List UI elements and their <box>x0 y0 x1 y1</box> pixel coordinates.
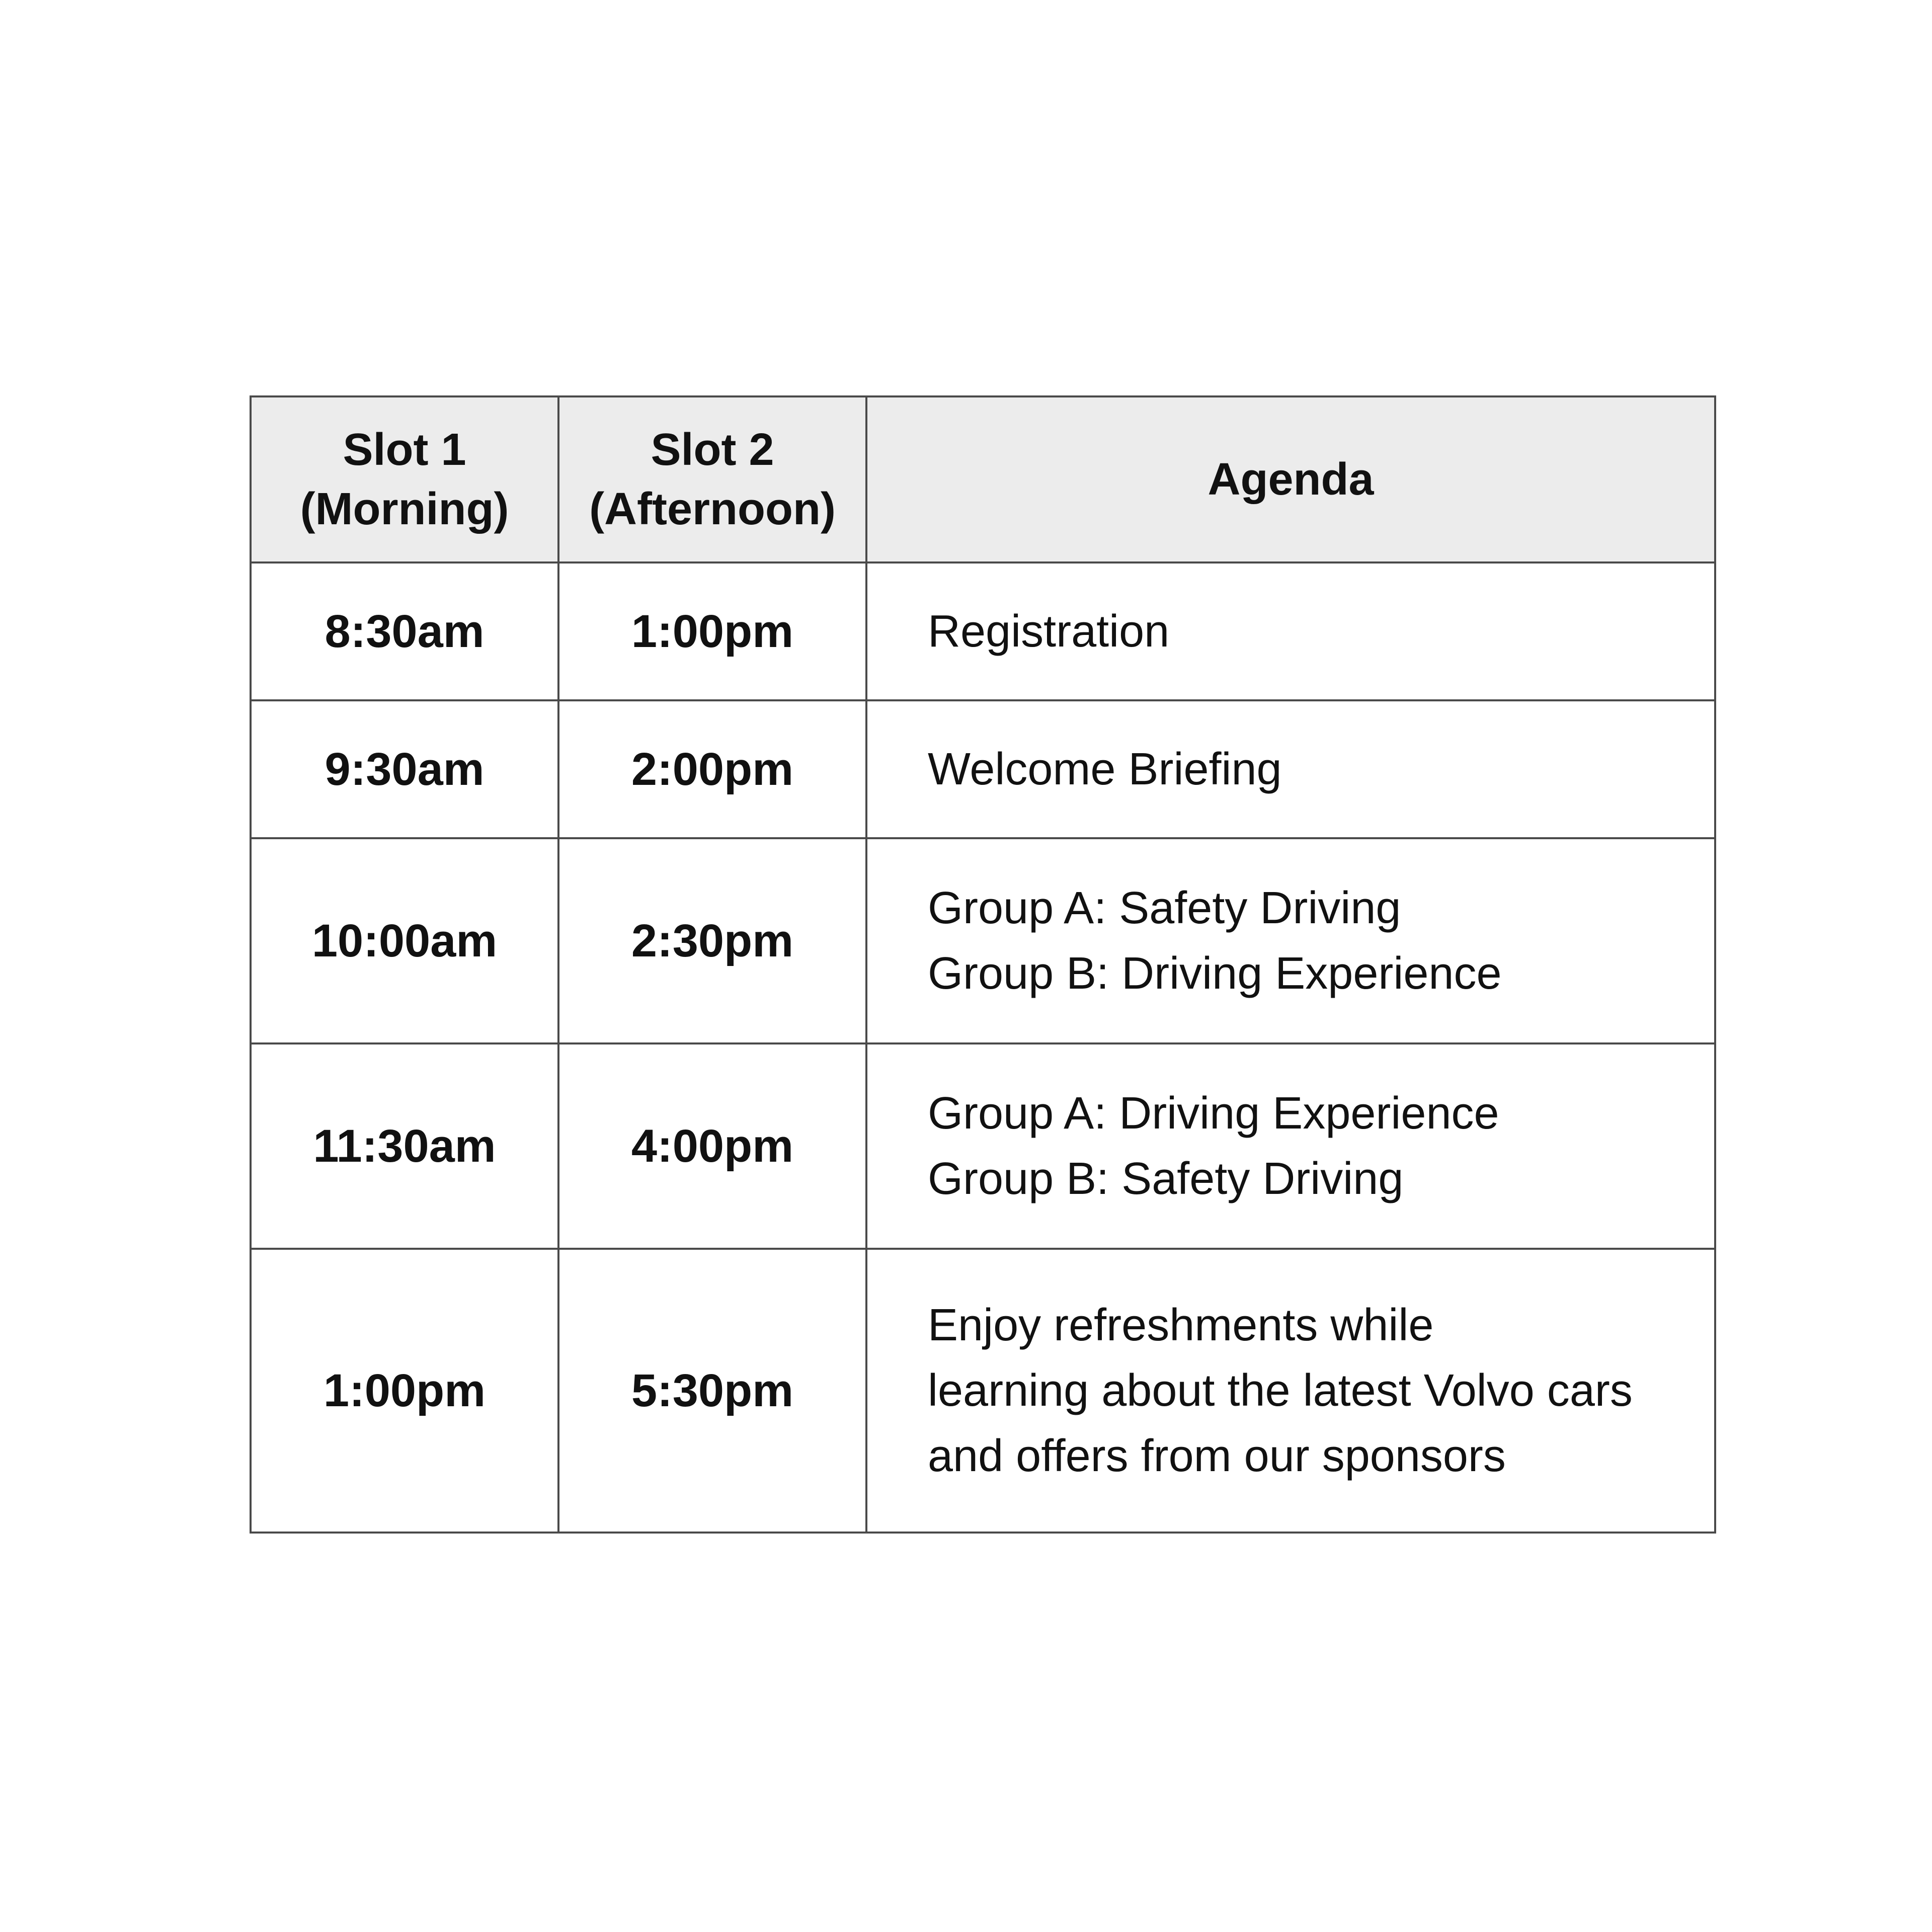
agenda-line: Registration <box>928 606 1170 657</box>
agenda-cell <box>866 1043 1715 1249</box>
schedule-table <box>250 395 1716 1534</box>
slot-2-time: 2:00pm <box>558 700 866 838</box>
header-slot-2 <box>558 396 866 562</box>
slot-1-time: 10:00am <box>251 838 558 1043</box>
slot-2-time: 5:30pm <box>558 1249 866 1533</box>
slot-2-time: 4:00pm <box>558 1043 866 1249</box>
agenda-line: Group B: Driving Experience <box>928 948 1502 999</box>
header-slot-2-line-2: (Afternoon) <box>589 484 836 534</box>
slot-1-time: 9:30am <box>251 700 558 838</box>
table-row <box>251 1249 1715 1533</box>
agenda-cell <box>866 562 1715 700</box>
header-agenda <box>866 396 1715 562</box>
agenda-cell <box>866 700 1715 838</box>
table-row <box>251 838 1715 1043</box>
table-row <box>251 1043 1715 1249</box>
header-slot-2-line-1: Slot 2 <box>651 425 774 475</box>
header-row <box>251 396 1715 562</box>
agenda-line: Group A: Driving Experience <box>928 1088 1499 1139</box>
slot-1-time: 1:00pm <box>251 1249 558 1533</box>
agenda-cell <box>866 838 1715 1043</box>
slot-2-time: 2:30pm <box>558 838 866 1043</box>
agenda-cell <box>866 1249 1715 1533</box>
slot-1-time: 8:30am <box>251 562 558 700</box>
slot-1-time: 11:30am <box>251 1043 558 1249</box>
slot-2-time: 1:00pm <box>558 562 866 700</box>
agenda-line: Group A: Safety Driving <box>928 883 1401 933</box>
header-slot-1-line-2: (Morning) <box>300 484 509 534</box>
table-row <box>251 562 1715 700</box>
header-agenda-label: Agenda <box>1208 454 1374 505</box>
header-slot-1 <box>251 396 558 562</box>
table-row <box>251 700 1715 838</box>
agenda-line: Enjoy refreshments while <box>928 1300 1434 1350</box>
agenda-line: Welcome Briefing <box>928 744 1282 794</box>
agenda-line: Group B: Safety Driving <box>928 1154 1404 1204</box>
agenda-line: and offers from our sponsors <box>928 1431 1506 1481</box>
header-slot-1-line-1: Slot 1 <box>343 425 466 475</box>
agenda-line: learning about the latest Volvo cars <box>928 1365 1633 1416</box>
